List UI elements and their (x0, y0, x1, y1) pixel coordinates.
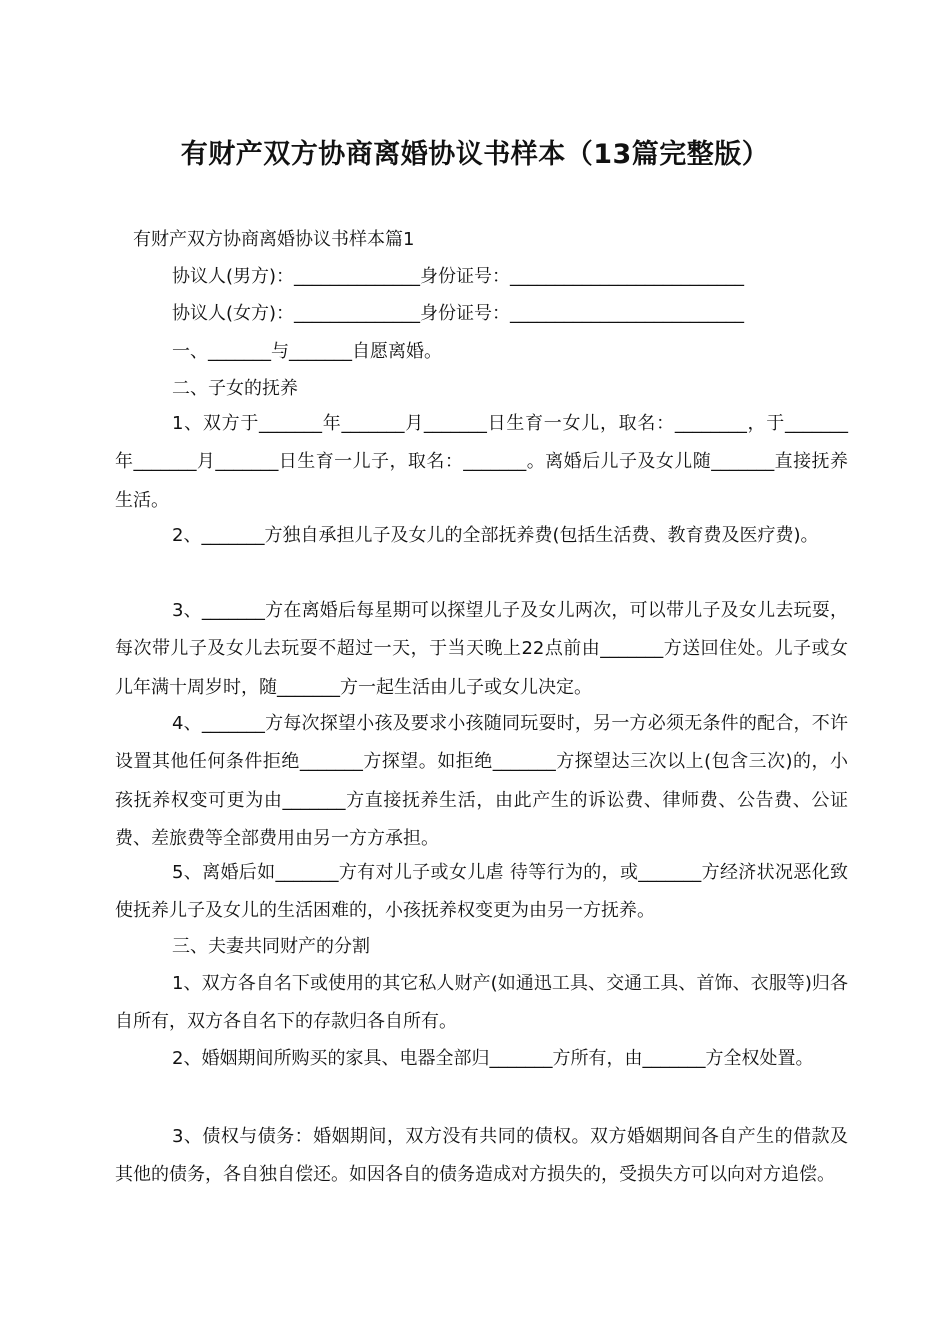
children-clause-5: 5、离婚后如_______方有对儿子或女儿虐 待等行为的，或_______方经济状况恶化致使抚养儿子及女儿的生活困难的，小孩抚养权变更为由另一方抚养。 (115, 862, 848, 922)
property-clause-3: 3、债权与债务：婚姻期间，双方没有共同的债权。双方婚姻期间各自产生的借款及其他的债务，各自独自偿还。如因各自的债务造成对方损失的，受损失方可以向对方追偿。 (115, 1126, 848, 1186)
children-clause-1: 1、双方于_______年_______月_______日生育一女儿，取名：________，于_______年_______月_______日生育一儿子，取名：_______。离婚后儿子及女儿随_______直接抚养生活。 (115, 413, 848, 511)
property-clause-2: 2、婚姻期间所购买的家具、电器全部归_______方所有，由_______方全权处置。 (172, 1048, 814, 1069)
party-female-line: 协议人(女方)：______________身份证号：__________________________ (172, 303, 745, 324)
children-clause-2: 2、_______方独自承担儿子及女儿的全部抚养费(包括生活费、教育费及医疗费)。 (172, 525, 819, 546)
children-clause-4: 4、_______方每次探望小孩及要求小孩随同玩耍时，另一方必须无条件的配合，不许设置其他任何条件拒绝_______方探望。如拒绝_______方探望达三次以上(包含三次)的，小孩抚养权变可更为由_______方直接抚养生活，由此产生的诉讼费、律师费、公告费、公证费、差旅费等全部费用由另一方方承担。 (115, 713, 848, 849)
section-heading: 有财产双方协商离婚协议书样本篇1 (133, 229, 415, 250)
property-clause-1: 1、双方各自名下或使用的其它私人财产(如通迅工具、交通工具、首饰、衣服等)归各自所有，双方各自名下的存款归各自所有。 (115, 973, 848, 1033)
children-clause-3: 3、_______方在离婚后每星期可以探望儿子及女儿两次，可以带儿子及女儿去玩耍，每次带儿子及女儿去玩耍不超过一天，于当天晚上22点前由_______方送回住处。儿子或女儿年满十周岁时，随_______方一起生活由儿子或女儿决定。 (115, 600, 848, 698)
party-male-line: 协议人(男方)：______________身份证号：__________________________ (172, 266, 745, 287)
heading-children: 二、子女的抚养 (172, 378, 298, 399)
document-title: 有财产双方协商离婚协议书样本（13篇完整版） (180, 139, 770, 170)
heading-property: 三、夫妻共同财产的分割 (172, 936, 370, 957)
clause-voluntary-divorce: 一、_______与_______自愿离婚。 (172, 341, 442, 362)
